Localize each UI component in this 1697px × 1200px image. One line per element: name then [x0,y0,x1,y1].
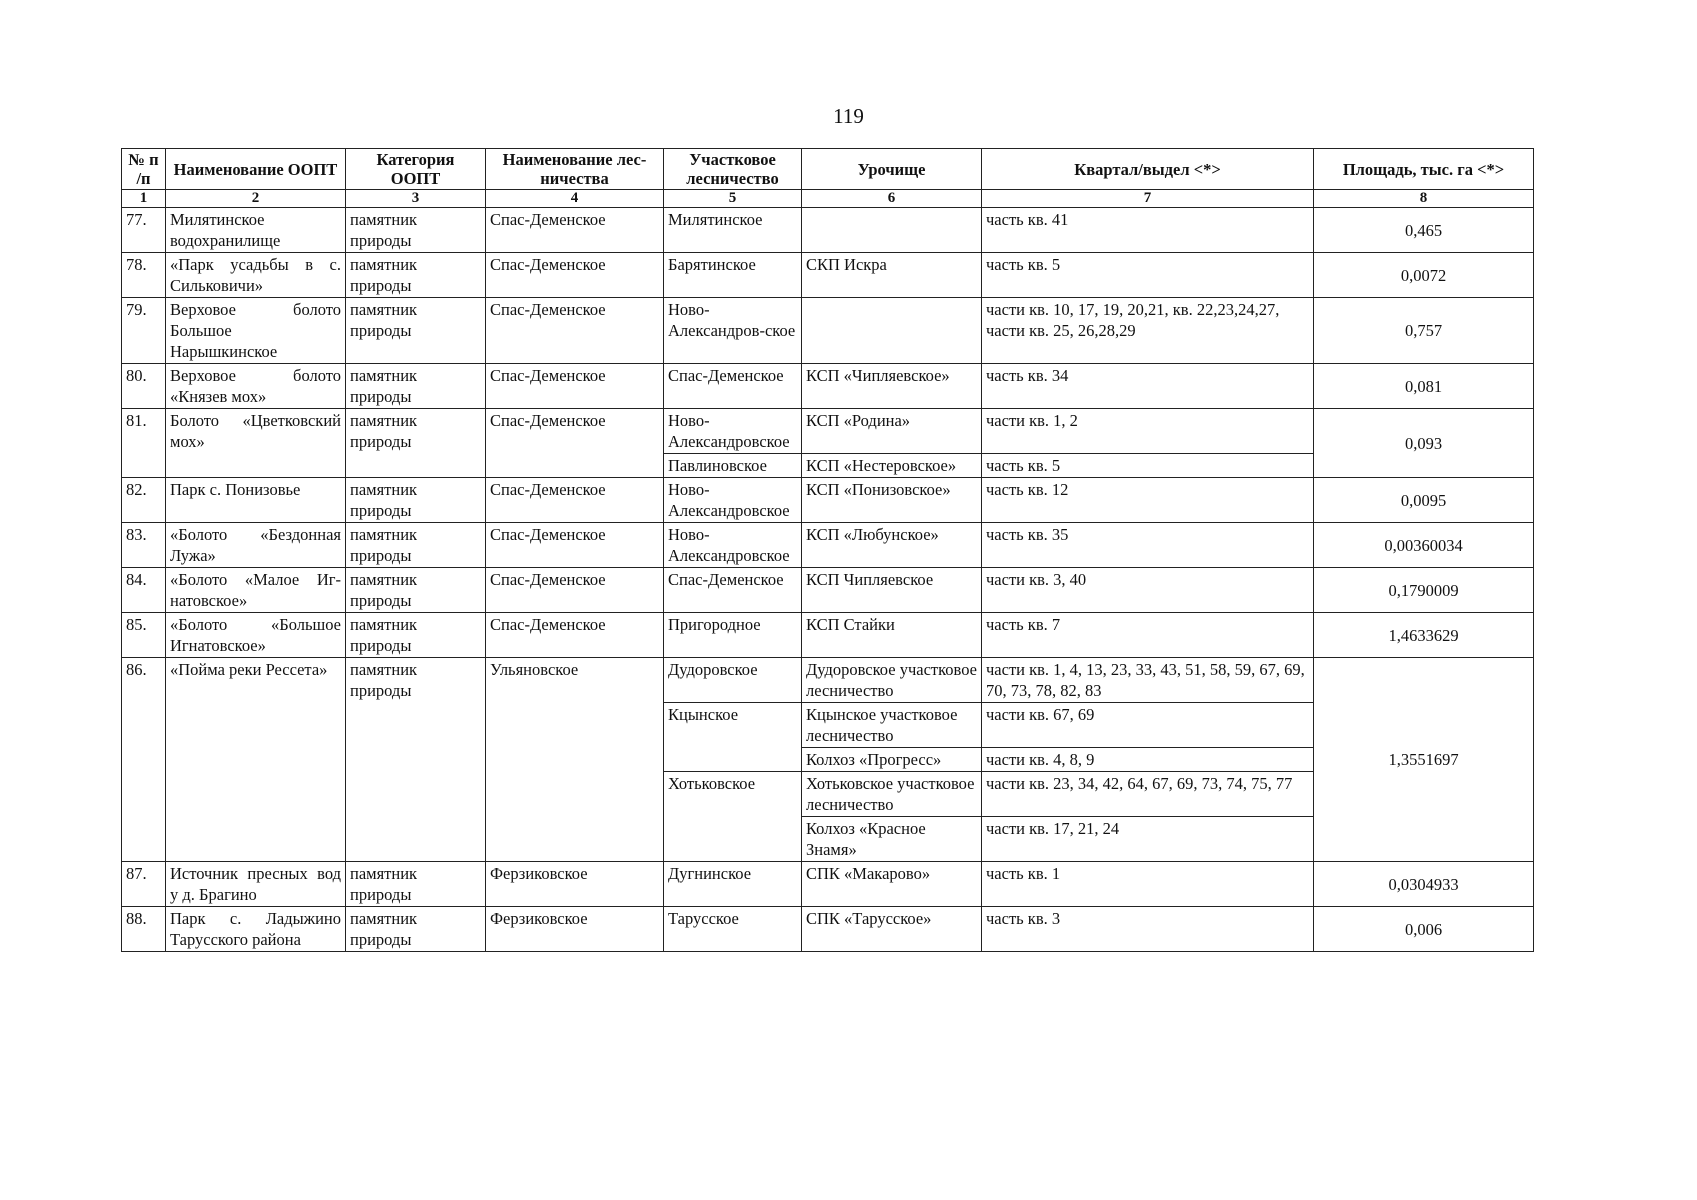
forestry-cell: Спас-Деменское [486,253,664,298]
forestry-cell: Спас-Деменское [486,568,664,613]
oopt-name-cell: Верховое болото Большое Нарышкинское [166,298,346,364]
tract-cell: КСП «Нестеровское» [802,454,982,478]
district-cell: Тарусское [664,907,802,952]
forestry-cell: Спас-Деменское [486,478,664,523]
quarter-cell: части кв. 17, 21, 24 [982,817,1314,862]
tract-cell [802,208,982,253]
quarter-cell: часть кв. 41 [982,208,1314,253]
quarter-cell: части кв. 3, 40 [982,568,1314,613]
column-number: 7 [982,190,1314,208]
oopt-name-cell: Милятинское водохранилище [166,208,346,253]
quarter-cell: часть кв. 5 [982,253,1314,298]
forestry-cell: Спас-Деменское [486,409,664,478]
oopt-name-cell: «Болото «Малое Иг-натовское» [166,568,346,613]
area-cell: 0,00360034 [1314,523,1534,568]
quarter-cell: часть кв. 5 [982,454,1314,478]
header-area: Площадь, тыс. га <*> [1314,149,1534,190]
category-cell: памятник природы [346,409,486,478]
header-district: Участковое лесничество [664,149,802,190]
forestry-cell: Спас-Деменское [486,208,664,253]
page-number: 119 [833,104,864,128]
tract-cell: Колхоз «Красное Знамя» [802,817,982,862]
header-category: Категория ООПТ [346,149,486,190]
header-row [122,149,1534,190]
row-number-cell: 81. [122,409,166,478]
district-cell: Ново-Александровское [664,478,802,523]
table-row [122,907,1534,952]
oopt-name-cell: «Парк усадьбы в с. Сильковичи» [166,253,346,298]
column-number: 1 [122,190,166,208]
column-number: 8 [1314,190,1534,208]
column-number: 3 [346,190,486,208]
forestry-cell: Спас-Деменское [486,364,664,409]
category-cell: памятник природы [346,298,486,364]
row-number-cell: 80. [122,364,166,409]
table-row [122,658,1534,703]
district-cell: Ново-Александров-ское [664,298,802,364]
area-cell: 1,3551697 [1314,658,1534,862]
tract-cell: Дудоровское участковое лесничество [802,658,982,703]
row-number-cell: 78. [122,253,166,298]
tract-cell: КСП Стайки [802,613,982,658]
category-cell: памятник природы [346,208,486,253]
forestry-cell: Спас-Деменское [486,523,664,568]
quarter-cell: части кв. 4, 8, 9 [982,748,1314,772]
table-row [122,298,1534,364]
area-cell: 0,093 [1314,409,1534,478]
column-number-row [122,190,1534,208]
header-forestry: Наименование лес-ничества [486,149,664,190]
header-number: № п /п [122,149,166,190]
tract-cell: СПК «Макарово» [802,862,982,907]
row-number-cell: 77. [122,208,166,253]
district-cell: Ново-Александровское [664,409,802,454]
area-cell: 0,1790009 [1314,568,1534,613]
row-number-cell: 86. [122,658,166,862]
tract-cell [802,298,982,364]
forestry-cell: Спас-Деменское [486,613,664,658]
column-number: 5 [664,190,802,208]
quarter-cell: часть кв. 34 [982,364,1314,409]
oopt-name-cell: Парк с. Ладыжино Тарусского района [166,907,346,952]
category-cell: памятник природы [346,568,486,613]
area-cell: 0,006 [1314,907,1534,952]
quarter-cell: часть кв. 7 [982,613,1314,658]
row-number-cell: 87. [122,862,166,907]
tract-cell: КСП «Понизовское» [802,478,982,523]
category-cell: памятник природы [346,907,486,952]
category-cell: памятник природы [346,364,486,409]
category-cell: памятник природы [346,658,486,862]
oopt-name-cell: «Пойма реки Рессета» [166,658,346,862]
category-cell: памятник природы [346,613,486,658]
tract-cell: КСП «Чипляевское» [802,364,982,409]
table-row [122,253,1534,298]
tract-cell: Хотьковское участковое лесничество [802,772,982,817]
quarter-cell: часть кв. 12 [982,478,1314,523]
tract-cell: КСП «Любунское» [802,523,982,568]
quarter-cell: части кв. 1, 4, 13, 23, 33, 43, 51, 58, 59, 67, 69, 70, 73, 78, 82, 83 [982,658,1314,703]
column-number: 4 [486,190,664,208]
table-row [122,568,1534,613]
table-row [122,364,1534,409]
tract-cell: СПК «Тарусское» [802,907,982,952]
header-quarter: Квартал/выдел <*> [982,149,1314,190]
area-cell: 0,0072 [1314,253,1534,298]
quarter-cell: части кв. 1, 2 [982,409,1314,454]
tract-cell: Кцынское участковое лесничество [802,703,982,748]
district-cell: Спас-Деменское [664,568,802,613]
row-number-cell: 84. [122,568,166,613]
category-cell: памятник природы [346,253,486,298]
quarter-cell: части кв. 23, 34, 42, 64, 67, 69, 73, 74, 75, 77 [982,772,1314,817]
oopt-name-cell: «Болото «Бездонная Лужа» [166,523,346,568]
category-cell: памятник природы [346,478,486,523]
area-cell: 0,465 [1314,208,1534,253]
tract-cell: СКП Искра [802,253,982,298]
area-cell: 0,757 [1314,298,1534,364]
header-tract: Урочище [802,149,982,190]
tract-cell: КСП Чипляевское [802,568,982,613]
district-cell: Барятинское [664,253,802,298]
quarter-cell: части кв. 67, 69 [982,703,1314,748]
category-cell: памятник природы [346,523,486,568]
row-number-cell: 79. [122,298,166,364]
row-number-cell: 85. [122,613,166,658]
row-number-cell: 82. [122,478,166,523]
category-cell: памятник природы [346,862,486,907]
header-name: Наименование ООПТ [166,149,346,190]
district-cell: Кцынское [664,703,802,772]
forestry-cell: Ферзиковское [486,907,664,952]
area-cell: 0,081 [1314,364,1534,409]
district-cell: Пригородное [664,613,802,658]
oopt-name-cell: Болото «Цветковский мох» [166,409,346,478]
district-cell: Ново-Александровское [664,523,802,568]
district-cell: Дугнинское [664,862,802,907]
column-number: 2 [166,190,346,208]
district-cell: Дудоровское [664,658,802,703]
table-row [122,409,1534,454]
column-number: 6 [802,190,982,208]
forestry-cell: Спас-Деменское [486,298,664,364]
table-row [122,478,1534,523]
quarter-cell: часть кв. 1 [982,862,1314,907]
quarter-cell: часть кв. 35 [982,523,1314,568]
district-cell: Павлиновское [664,454,802,478]
oopt-name-cell: Источник пресных вод у д. Брагино [166,862,346,907]
oopt-table [121,148,1534,952]
row-number-cell: 83. [122,523,166,568]
table-row [122,613,1534,658]
district-cell: Спас-Деменское [664,364,802,409]
area-cell: 0,0095 [1314,478,1534,523]
oopt-name-cell: «Болото «Большое Игнатовское» [166,613,346,658]
table-row [122,862,1534,907]
table-body [122,208,1534,952]
table-row [122,208,1534,253]
tract-cell: КСП «Родина» [802,409,982,454]
row-number-cell: 88. [122,907,166,952]
tract-cell: Колхоз «Прогресс» [802,748,982,772]
district-cell: Милятинское [664,208,802,253]
quarter-cell: часть кв. 3 [982,907,1314,952]
forestry-cell: Ферзиковское [486,862,664,907]
table-row [122,523,1534,568]
forestry-cell: Ульяновское [486,658,664,862]
oopt-name-cell: Верховое болото «Князев мох» [166,364,346,409]
area-cell: 0,0304933 [1314,862,1534,907]
area-cell: 1,4633629 [1314,613,1534,658]
oopt-name-cell: Парк с. Понизовье [166,478,346,523]
district-cell: Хотьковское [664,772,802,862]
quarter-cell: части кв. 10, 17, 19, 20,21, кв. 22,23,24,27, части кв. 25, 26,28,29 [982,298,1314,364]
